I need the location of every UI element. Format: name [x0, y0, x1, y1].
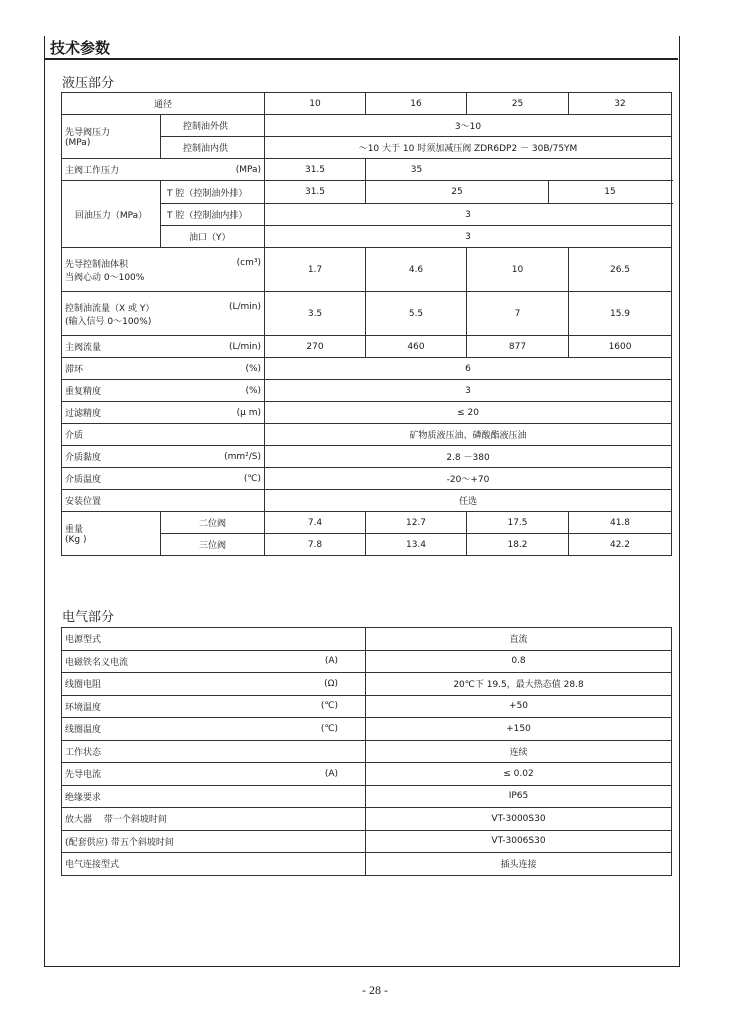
electrical-label: 线圈电阻: [65, 680, 102, 691]
electrical-label: 绝缘要求: [65, 792, 102, 803]
table-row: [62, 159, 672, 181]
filtration-label: 过滤精度: [65, 409, 102, 419]
electrical-label-cell: [62, 673, 366, 696]
pilot-volume-value: 26.5: [569, 248, 672, 292]
table-row: [62, 292, 672, 336]
table-row: [62, 93, 672, 115]
electrical-value: +150: [366, 718, 672, 741]
table-row: [62, 402, 672, 424]
pilot-int-value: ～10 大于 10 时须加减压阀 ZDR6DP2 － 30B/75YM: [265, 137, 672, 159]
table-row: [62, 628, 672, 651]
nominal-label: 通径: [62, 93, 265, 115]
nominal-value: 10: [265, 93, 366, 115]
electrical-label: 电源型式: [65, 635, 102, 646]
hysteresis-label: 滞环: [65, 365, 84, 375]
page-number: - 28 -: [362, 983, 388, 997]
main-flow-value: 877: [467, 336, 569, 358]
medium-value: 矿物质液压油、磷酸酯液压油: [265, 424, 672, 446]
electrical-label-cell: [62, 808, 366, 831]
pilot-volume-value: 10: [467, 248, 569, 292]
electrical-label-cell: [62, 695, 366, 718]
electrical-value: ≤ 0.02: [366, 763, 672, 786]
return-pressure-label: 回油压力（MPa）: [62, 181, 161, 248]
repeatability-value: 3: [265, 380, 672, 402]
table-row: [62, 673, 672, 696]
hysteresis-unit: (%): [245, 363, 262, 374]
electrical-label: 电磁铁名义电流: [65, 657, 129, 668]
electrical-label-cell: [62, 785, 366, 808]
main-flow-value: 460: [366, 336, 467, 358]
main-flow-value: 1600: [569, 336, 672, 358]
viscosity-unit: (mm²/S): [224, 451, 262, 462]
table-row: [62, 830, 672, 853]
viscosity-label: 介质黏度: [65, 453, 102, 463]
electrical-unit: (℃): [320, 701, 338, 712]
weight-value: 13.4: [366, 534, 467, 556]
pilot-pressure-label: 先导阀压力: [65, 128, 111, 138]
table-row: [62, 468, 672, 490]
t-int-value: 3: [265, 204, 672, 226]
electrical-unit: (A): [324, 656, 338, 667]
table-row: [62, 853, 672, 876]
repeatability-label: 重复精度: [65, 387, 102, 397]
electrical-value: 20℃下 19.5，最大热态值 28.8: [366, 673, 672, 696]
pilot-volume-unit: (cm³): [236, 258, 262, 268]
table-row: [62, 358, 672, 380]
main-pressure-label: 主阀工作压力: [65, 166, 120, 176]
electrical-heading: 电气部分: [62, 610, 115, 625]
viscosity-value: 2.8 －380: [265, 446, 672, 468]
two-pos-label: 二位阀: [161, 512, 265, 534]
pilot-volume-label: 先导控制油体积: [65, 259, 129, 270]
table-row: [62, 336, 672, 358]
weight-value: 41.8: [569, 512, 672, 534]
medium-temp-label: 介质温度: [65, 475, 102, 485]
hysteresis-value: 6: [265, 358, 672, 380]
table-row: [62, 718, 672, 741]
electrical-label: (配套供应) 带五个斜坡时间: [65, 837, 174, 848]
electrical-label: 工作状态: [65, 747, 102, 758]
weight-label-cell: [62, 512, 161, 556]
medium-temp-unit: (℃): [243, 473, 262, 484]
table-row: [62, 695, 672, 718]
control-flow-label: 控制油流量（X 或 Y）: [65, 303, 155, 314]
main-flow-unit: (L/min): [228, 341, 262, 352]
table-row: [62, 446, 672, 468]
t-ext-value: 31.5: [265, 181, 366, 204]
pilot-volume-note: 当阀心动 0～100%: [65, 272, 145, 283]
main-pressure-value: 31.5: [265, 159, 366, 181]
y-port-value: 3: [265, 226, 672, 248]
pilot-int-label: 控制油内供: [161, 137, 265, 159]
electrical-table: [61, 627, 672, 876]
electrical-label: 环境温度: [65, 702, 102, 713]
table-row: [62, 115, 672, 137]
weight-value: 12.7: [366, 512, 467, 534]
main-flow-value: 270: [265, 336, 366, 358]
control-flow-value: 5.5: [366, 292, 467, 336]
main-pressure-value: 35: [410, 164, 423, 175]
electrical-label: 先导电流: [65, 770, 102, 781]
electrical-label-cell: [62, 763, 366, 786]
page-title: 技术参数: [50, 39, 111, 57]
weight-value: 7.8: [265, 534, 366, 556]
table-row: [62, 763, 672, 786]
electrical-value: IP65: [366, 785, 672, 808]
control-flow-value: 3.5: [265, 292, 366, 336]
hydraulic-table: [61, 92, 672, 556]
electrical-value: VT-3000S30: [366, 808, 672, 831]
table-row: [62, 424, 672, 446]
electrical-label-cell: [62, 830, 366, 853]
hydraulic-heading: 液压部分: [62, 76, 115, 91]
table-row: [62, 740, 672, 763]
control-flow-note: (输入信号 0～100%): [65, 316, 152, 327]
electrical-value: 插头连接: [366, 853, 672, 876]
mounting-value: 任选: [265, 490, 672, 512]
table-row: [62, 490, 672, 512]
electrical-label-cell: [62, 740, 366, 763]
electrical-label-cell: [62, 650, 366, 673]
filtration-unit: (μ m): [236, 407, 262, 418]
pilot-volume-value: 4.6: [366, 248, 467, 292]
table-row: [62, 181, 672, 204]
table-row: [62, 808, 672, 831]
weight-value: 17.5: [467, 512, 569, 534]
control-flow-unit: (L/min): [228, 302, 262, 312]
mounting-label: 安装位置: [62, 490, 265, 512]
pilot-pressure-label-cell: [62, 115, 161, 159]
electrical-label: 放大器 带一个斜坡时间: [65, 815, 167, 826]
electrical-unit: (A): [324, 768, 338, 779]
table-row: [62, 785, 672, 808]
nominal-value: 16: [366, 93, 467, 115]
t-ext-value: 15: [604, 187, 616, 197]
repeatability-unit: (%): [245, 385, 262, 396]
main-flow-label: 主阀流量: [65, 343, 102, 353]
y-port-label: 油口（Y）: [161, 226, 265, 248]
medium-temp-value: -20～+70: [265, 468, 672, 490]
electrical-label: 线圈温度: [65, 725, 102, 736]
weight-unit: (Kg ): [65, 535, 87, 545]
t-int-label: T 腔（控制油内排）: [161, 204, 265, 226]
nominal-value: 25: [467, 93, 569, 115]
electrical-label-cell: [62, 853, 366, 876]
electrical-value: 0.8: [366, 650, 672, 673]
table-row: [62, 380, 672, 402]
electrical-value: VT-3006S30: [366, 830, 672, 853]
weight-label: 重量: [65, 525, 84, 535]
electrical-value: +50: [366, 695, 672, 718]
t-ext-label: T 腔（控制油外排）: [161, 181, 265, 204]
control-flow-value: 7: [467, 292, 569, 336]
pilot-pressure-unit: (MPa): [65, 138, 91, 148]
table-row: [62, 650, 672, 673]
electrical-label-cell: [62, 628, 366, 651]
nominal-value: 32: [569, 93, 672, 115]
electrical-label: 电气连接型式: [65, 860, 120, 871]
medium-label: 介质: [62, 424, 265, 446]
electrical-value: 连续: [366, 740, 672, 763]
weight-value: 18.2: [467, 534, 569, 556]
main-pressure-unit: (MPa): [235, 164, 262, 175]
table-row: [62, 248, 672, 292]
three-pos-label: 三位阀: [161, 534, 265, 556]
pilot-ext-label: 控制油外供: [161, 115, 265, 137]
filtration-value: ≤ 20: [265, 402, 672, 424]
weight-value: 7.4: [265, 512, 366, 534]
table-row: [62, 512, 672, 534]
pilot-ext-value: 3～10: [265, 115, 672, 137]
weight-value: 42.2: [569, 534, 672, 556]
electrical-label-cell: [62, 718, 366, 741]
electrical-unit: (Ω): [324, 678, 338, 689]
title-bar: [44, 36, 678, 60]
pilot-volume-value: 1.7: [265, 248, 366, 292]
t-ext-value: 25: [366, 181, 549, 203]
electrical-unit: (℃): [320, 723, 338, 734]
electrical-value: 直流: [366, 628, 672, 651]
control-flow-value: 15.9: [569, 292, 672, 336]
